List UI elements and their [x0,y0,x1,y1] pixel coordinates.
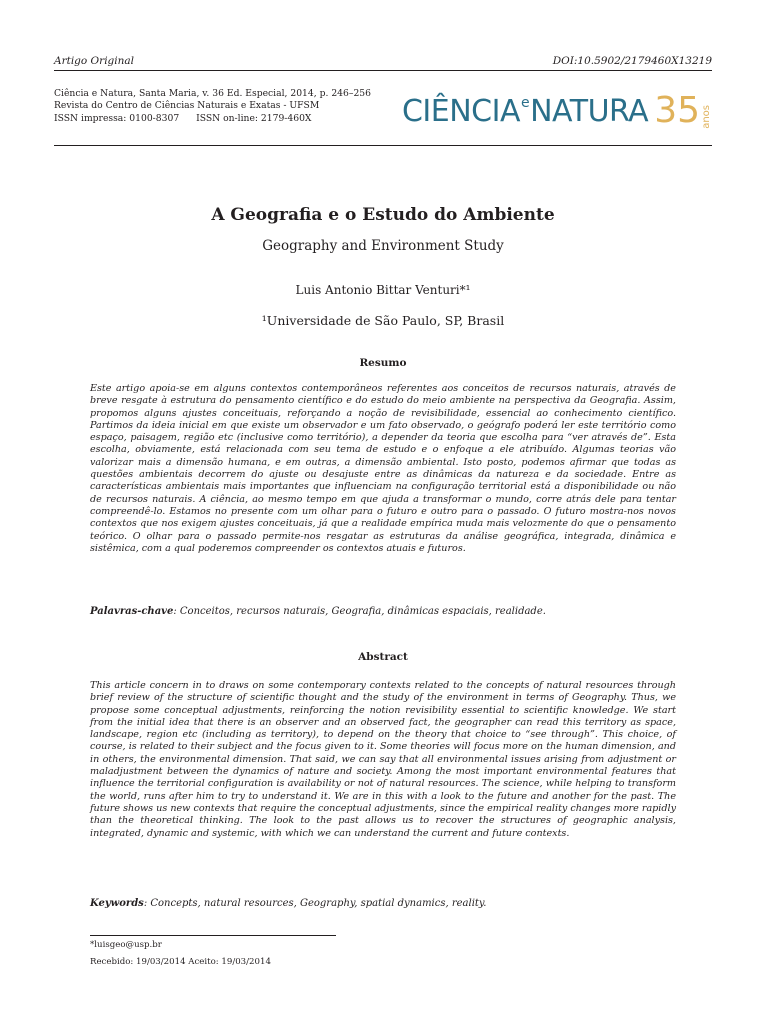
logo-anos: anos [701,105,712,129]
author-email[interactable]: *luisgeo@usp.br [90,940,162,950]
journal-publisher: Revista do Centro de Ciências Naturais e Exatas - UFSM [54,100,320,112]
author-affiliation: ¹Universidade de São Paulo, SP, Brasil [261,313,505,328]
resumo-text: Este artigo apoia-se em alguns contextos contemporâneos referentes aos conceitos de recursos naturais, através de breve resgate à estrutura do pensamento científico e do estudo do meio ambiente na perspectiva da Geografia. Assim, propomos alguns ajustes conceituais, reforçando a noção de revisibilidade, essencial ao conhecimento científico. Partimos da ideia inicial em que existe um observador e um fato observado, o geógrafo poderá ler este território como espaço, paisagem, região etc (inclusive como território), a depender da teoria que escolha para “ver através de”. Esta escolha, obviamente, está relacionada com seu tema de estudo e o enfoque a ele atribuído. Algumas teorias vão valorizar mais a dimensão humana, e em outras, a dimensão ambiental. Isto posto, podemos afirmar que todas as questões ambientais decorrem do ajuste ou desajuste entre as dinâmicas da natureza e da sociedade. Entre as características ambientais mais importantes que influenciam na configuração territorial está a disponibilidade ou não de recursos naturais. A ciência, ao mesmo tempo em que ajuda a transformar o mundo, corre atrás dele para tentar compreendê-lo. Estamos no presente com um olhar para o futuro e outro para o passado. O futuro mostra-nos novos contextos que nos exigem ajustes conceituais, já que a realidade empírica muda mais velozmente do que o pensamento teórico. O olhar para o passado permite-nos resgatar as estruturas da análise geográfica, integrada, dinâmica e sistêmica, com a qual poderemos compreender os contextos atuais e futuros. [90,383,676,554]
resumo-heading: Resumo [359,357,407,369]
abstract-heading: Abstract [358,651,408,663]
doi-link[interactable]: DOI:10.5902/2179460X13219 [552,55,712,67]
keywords-label: Keywords [90,898,144,909]
received-accepted-dates: Recebido: 19/03/2014 Aceito: 19/03/2014 [90,957,271,967]
article-title: A Geografia e o Estudo do Ambiente [211,205,555,225]
issn-online: ISSN on-line: 2179-460X [196,112,312,124]
palavras-chave-label: Palavras-chave [90,606,174,617]
journal-citation: Ciência e Natura, Santa Maria, v. 36 Ed. Especial, 2014, p. 246–256 [54,88,371,99]
footnote-rule [90,935,336,936]
article-subtitle: Geography and Environment Study [262,238,504,254]
journal-issn [54,113,371,125]
logo-name: CIÊNCIA$^e$NATURA [401,94,649,129]
palavras-chave-list: : Conceitos, recursos naturais, Geografia, dinâmicas espaciais, realidade. [173,606,546,617]
keywords [90,898,676,909]
journal-logo [402,83,712,129]
logo-number: 35 [654,90,700,131]
header-rule [54,70,712,71]
abstract-text: This article concern in to draws on some contemporary contexts related to the concepts of natural resources through brief review of the structure of scientific thought and the study of the environment in terms of Geography. Thus, we propose some conceptual adjustments, reinforcing the notion revisibility essential to scientific knowledge. We start from the initial idea that there is an observer and an observed fact, the geographer can read this territory as space, landscape, region etc (including as territory), to depend on the theory that choice to “see through”. This choice, of course, is related to their subject and the focus given to it. Some theories will focus more on the human dimension, and in others, the environmental dimension. That said, we can say that all environmental issues arising from adjustment or maladjustment between the dynamics of nature and society. Among the most important environmental features that influence the territorial configuration is availability or not of natural resources. The science, while helping to transform the world, runs after him to try to understand it. We are in this with a look to the future and another for the past. The future shows us new contexts that require the conceptual adjustments, since the empirical reality changes more rapidly than the theoretical thinking. The look to the past allows us to recover the structures of geographic analysis, integrated, dynamic and systemic, with which we can understand the current and future contexts. [90,680,676,839]
palavras-chave [90,606,676,617]
issn-print: ISSN impressa: 0100-8307 [54,112,180,124]
keywords-list: : Concepts, natural resources, Geography, spatial dynamics, reality. [143,898,487,909]
header-divider [54,145,712,146]
article-author: Luis Antonio Bittar Venturi*¹ [295,283,471,297]
article-type: Artigo Original [54,55,135,67]
running-header [54,55,712,67]
journal-info [54,88,371,125]
